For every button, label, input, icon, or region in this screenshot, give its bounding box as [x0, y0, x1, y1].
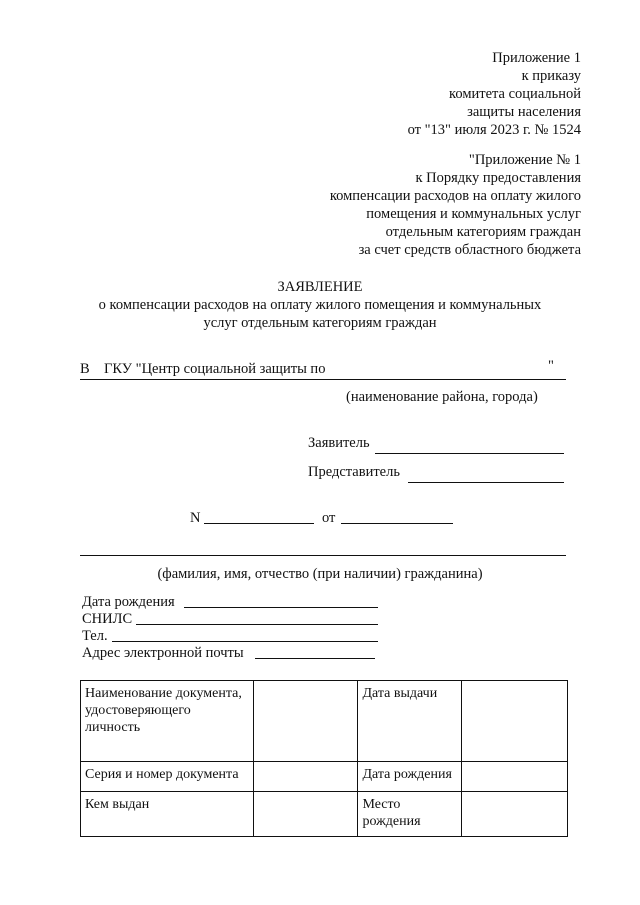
applicant-field[interactable]	[375, 453, 564, 454]
table-row	[81, 681, 568, 762]
table-row	[81, 762, 568, 792]
issued-by-label: Кем выдан	[81, 792, 254, 837]
appendix-1-line: к приказу	[521, 68, 581, 84]
appendix-procedure-header	[330, 151, 581, 259]
recipient-closing-quote: "	[548, 358, 554, 374]
birth-date-cell-value[interactable]	[462, 762, 568, 792]
appendix-1-header	[408, 49, 581, 139]
representative-label: Представитель	[308, 464, 400, 480]
birth-date-cell-label: Дата рождения	[358, 762, 462, 792]
document-subtitle-line-2: услуг отдельным категориям граждан	[203, 315, 437, 331]
phone-field[interactable]	[112, 641, 378, 642]
document-subtitle-line-1: о компенсации расходов на оплату жилого помещения и коммунальных	[98, 297, 542, 313]
document-name-value[interactable]	[253, 681, 358, 762]
snils-label: СНИЛС	[82, 611, 133, 627]
birth-date-field[interactable]	[184, 607, 378, 608]
appendix-1-line: Приложение 1	[492, 50, 581, 66]
applicant-label: Заявитель	[308, 435, 370, 451]
issued-by-value[interactable]	[253, 792, 358, 837]
birth-place-value[interactable]	[462, 792, 568, 837]
recipient-organization: ГКУ "Центр социальной защиты по	[104, 361, 326, 377]
email-field[interactable]	[255, 658, 375, 659]
recipient-hint: (наименование района, города)	[346, 389, 538, 405]
table-row	[81, 792, 568, 837]
appendix-procedure-line: "Приложение № 1	[468, 152, 581, 168]
document-series-number-value[interactable]	[253, 762, 358, 792]
full-name-hint: (фамилия, имя, отчество (при наличии) гражданина)	[157, 566, 483, 582]
issue-date-label: Дата выдачи	[358, 681, 462, 762]
date-from-label: от	[322, 510, 336, 526]
number-label: N	[190, 510, 201, 526]
recipient-prefix: В	[80, 361, 90, 377]
appendix-1-line: комитета социальной	[449, 86, 581, 102]
representative-field[interactable]	[408, 482, 564, 483]
date-from-field[interactable]	[341, 523, 453, 524]
appendix-procedure-line: отдельным категориям граждан	[385, 224, 581, 240]
document-title: ЗАЯВЛЕНИЕ	[277, 279, 363, 295]
email-label: Адрес электронной почты	[82, 645, 244, 661]
birth-date-label: Дата рождения	[82, 594, 175, 610]
issue-date-value[interactable]	[462, 681, 568, 762]
document-series-number-label: Серия и номер документа	[81, 762, 254, 792]
recipient-underline[interactable]	[80, 379, 566, 380]
birth-place-label: Место рождения	[358, 792, 462, 837]
document-name-label: Наименование документа, удостоверяющего личность	[81, 681, 254, 762]
appendix-1-line: от "13" июля 2023 г. № 1524	[407, 122, 581, 138]
phone-label: Тел.	[82, 628, 108, 644]
appendix-procedure-line: помещения и коммунальных услуг	[366, 206, 581, 222]
appendix-1-line: защиты населения	[467, 104, 581, 120]
appendix-procedure-line: компенсации расходов на оплату жилого	[329, 188, 581, 204]
appendix-procedure-line: к Порядку предоставления	[415, 170, 581, 186]
snils-field[interactable]	[136, 624, 378, 625]
appendix-procedure-line: за счет средств областного бюджета	[358, 242, 581, 258]
full-name-field[interactable]	[80, 555, 566, 556]
number-field[interactable]	[204, 523, 314, 524]
identity-document-table	[80, 680, 568, 837]
